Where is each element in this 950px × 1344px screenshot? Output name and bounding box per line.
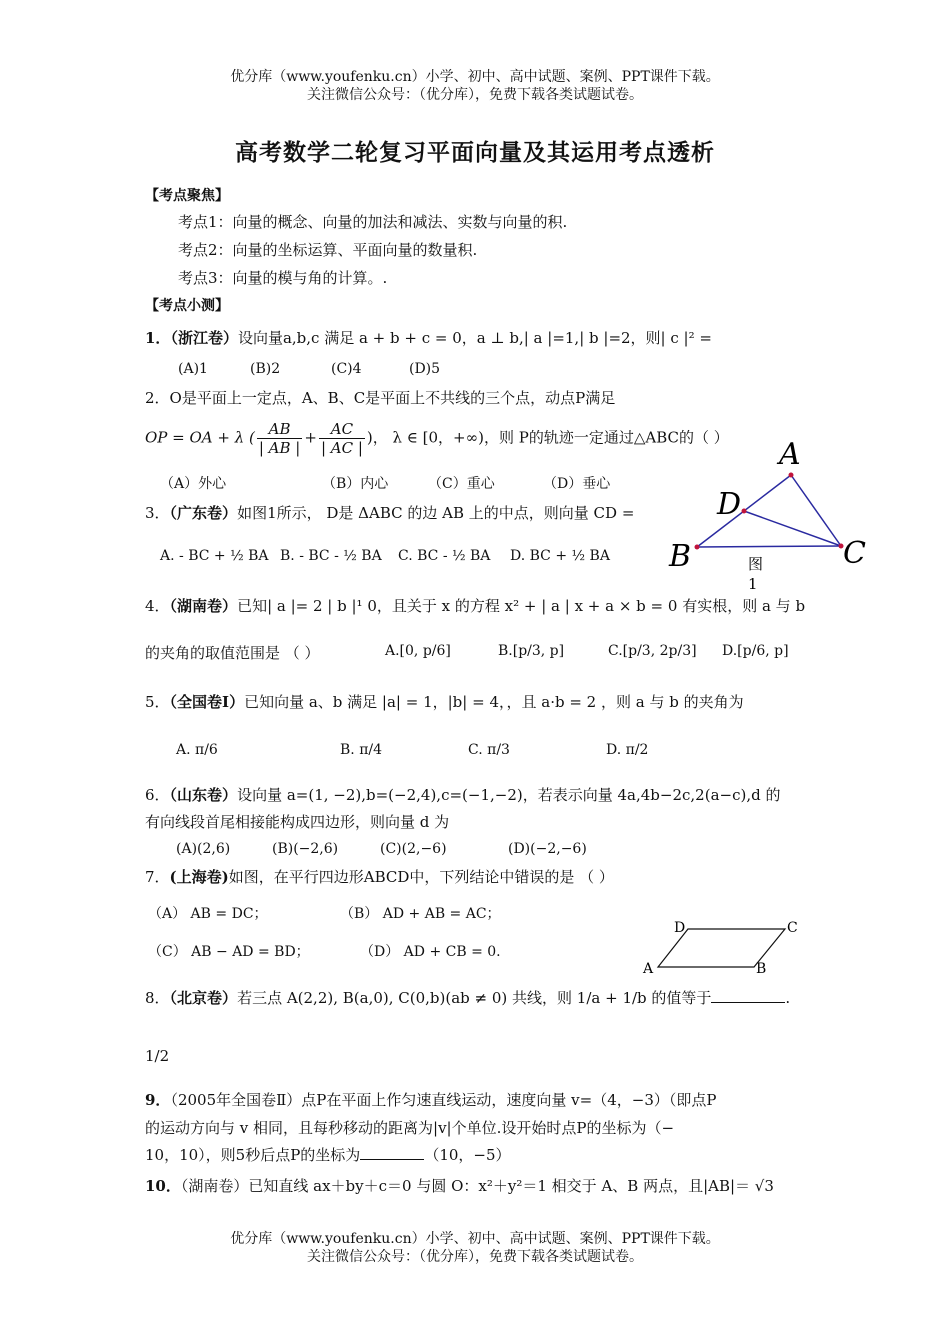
question-7 [145, 867, 614, 887]
q4-option-c: C.[p/3, 2p/3] [608, 643, 697, 659]
q3-text: 如图1所示， D是 ΔABC 的边 AB 上的中点，则向量 CD = [237, 504, 635, 522]
q6-text: 设向量 a=(1, −2),b=(−2,4),c=(−1,−2)，若表示向量 4a,4b−2c,2(a−c),d 的 [237, 786, 781, 804]
question-1 [145, 328, 712, 348]
q9-answer-blank [360, 1159, 424, 1160]
q8-number: 8． [145, 989, 170, 1007]
point-1: 考点1：向量的概念、向量的加法和减法、实数与向量的积. [178, 213, 568, 231]
q2-frac2-den: | AC | [320, 439, 363, 457]
section-focus: 【考点聚焦】 [145, 188, 229, 204]
q8-text: 若三点 A(2,2), B(a,0), C(0,b)(ab ≠ 0) 共线，则 1/a + 1/b 的值等于 [237, 989, 712, 1007]
q2-formula-post: )， λ ∈ [0，+∞)，则 P的轨迹一定通过△ABC的（ ） [366, 428, 729, 447]
q4-option-d: D.[p/6, p] [722, 643, 789, 659]
q1-source: （浙江卷） [170, 329, 238, 347]
q1-text: 设向量a,b,c 满足 a + b + c = 0，a ⊥ b,| a |=1,| b |=2，则| c |² = [237, 329, 712, 347]
q3-option-d: D. BC + ½ BA [510, 548, 610, 564]
point-d [742, 509, 747, 514]
question-6 [145, 785, 780, 805]
q5-number: 5． [145, 693, 170, 711]
q5-option-a: A. π/6 [176, 742, 218, 758]
q2-formula-pre: OP = OA + λ ( [145, 428, 255, 447]
q5-option-c: C. π/3 [468, 742, 510, 758]
q6-option-c: (C)(2,−6) [380, 841, 447, 857]
q7-number: 7． [145, 868, 170, 886]
q5-option-d: D. π/2 [606, 742, 649, 758]
q10-number: 10． [145, 1177, 181, 1195]
q6-source: （山东卷） [169, 786, 238, 804]
q2-formula [145, 420, 729, 457]
q2-option-d: （D）垂心 [543, 476, 611, 492]
q2-frac1-den: | AB | [258, 439, 301, 457]
figure-caption-1: 图 [748, 555, 764, 573]
question-9 [145, 1090, 716, 1110]
footer-line-2: 关注微信公众号：（优分库），免费下载各类试题试卷。 [307, 1249, 643, 1265]
q7-source: (上海卷) [169, 868, 229, 886]
q9-answer: （10，−5） [424, 1146, 511, 1164]
q8-answer: 1/2 [145, 1047, 170, 1065]
segment-cd [744, 511, 841, 546]
q2-option-c: （C）重心 [428, 476, 495, 492]
question-2: 2．O是平面上一定点，A、B、C是平面上不共线的三个点，动点P满足 [145, 389, 616, 407]
q2-option-b: （B）内心 [322, 476, 389, 492]
q1-option-d: (D)5 [409, 361, 441, 377]
q3-option-c: C. BC - ½ BA [398, 548, 491, 564]
q7-option-b: （B） AD + AB = AC； [340, 906, 501, 922]
page-title: 高考数学二轮复习平面向量及其运用考点透析 [235, 140, 715, 166]
q6-option-d: (D)(−2,−6) [508, 841, 587, 857]
q9-line-3 [145, 1145, 511, 1165]
q5-source: （全国卷Ⅰ） [169, 693, 245, 711]
q9-line-3-text: 10，10），则5秒后点P的坐标为 [145, 1146, 361, 1164]
label-d: D [674, 920, 686, 936]
q7-text: 如图，在平行四边形ABCD中，下列结论中错误的是 （ ） [228, 868, 614, 886]
q2-option-a: （A）外心 [160, 476, 227, 492]
q2-fraction-ab [257, 420, 303, 457]
side-bc [697, 546, 841, 547]
q2-frac1-num: AB [257, 420, 303, 439]
q6-option-b: (B)(−2,6) [272, 841, 339, 857]
q9-line-1: （2005年全国卷Ⅱ）点P在平面上作匀速直线运动，速度向量 v=（4，−3）（即点P [170, 1091, 717, 1109]
footer-line-1: 优分库（www.youfenku.cn）小学、初中、高中试题、案例、PPT课件下载。 [230, 1231, 720, 1247]
question-5 [145, 692, 744, 712]
point-2: 考点2：向量的坐标运算、平面向量的数量积. [178, 241, 478, 259]
question-4 [145, 596, 805, 616]
q3-option-a: A. - BC + ½ BA [160, 548, 269, 564]
q1-option-b: (B)2 [250, 361, 281, 377]
q1-option-a: (A)1 [178, 361, 208, 377]
q5-text: 已知向量 a、b 满足 |a| = 1，|b| = 4，，且 a·b = 2 ，则 a 与 b 的夹角为 [244, 693, 744, 711]
header-line-2: 关注微信公众号：（优分库），免费下载各类试题试卷。 [307, 87, 643, 103]
q9-line-2: 的运动方向与 v 相同，且每秒移动的距离为|v|个单位.设开始时点P的坐标为（− [145, 1119, 675, 1137]
q6-number: 6． [145, 786, 170, 804]
q4-text: 已知| a |= 2 | b |¹ 0，且关于 x 的方程 x² + | a | x + a × b = 0 有实根，则 a 与 b [237, 597, 806, 615]
point-b [695, 545, 700, 550]
label-a: A [779, 438, 801, 472]
label-b: B [756, 961, 767, 977]
q6-line-2: 有向线段首尾相接能构成四边形，则向量 d 为 [145, 813, 450, 831]
label-c: C [787, 920, 798, 936]
q1-number: 1． [145, 329, 171, 347]
label-b: B [669, 539, 692, 574]
figure-caption-2: 1 [748, 575, 758, 593]
parallelogram-figure [640, 915, 810, 980]
q9-number: 9． [145, 1091, 171, 1109]
q7-option-d: （D） AD + CB = 0. [360, 944, 501, 960]
q7-option-c: （C） AB − AD = BD； [148, 944, 310, 960]
q3-number: 3． [145, 504, 170, 522]
label-c: C [843, 536, 866, 571]
label-a: A [643, 961, 654, 977]
q1-option-c: (C)4 [331, 361, 362, 377]
q8-answer-blank [711, 1002, 785, 1003]
question-3 [145, 503, 634, 523]
q4-option-a: A.[0, p/6] [385, 643, 451, 659]
q4-option-b: B.[p/3, p] [498, 643, 565, 659]
q7-option-a: （A） AB = DC； [148, 906, 268, 922]
q3-option-b: B. - BC - ½ BA [280, 548, 382, 564]
q8-end: . [785, 989, 791, 1007]
q2-plus: + [304, 428, 317, 447]
q2-fraction-ac [319, 420, 365, 457]
q10-text: （湖南卷）已知直线 ax＋by＋c＝0 与圆 O：x²＋y²＝1 相交于 A、B 两点，且|AB|＝ √3 [180, 1177, 774, 1195]
q6-option-a: (A)(2,6) [176, 841, 231, 857]
q2-frac2-num: AC [319, 420, 365, 439]
point-a [789, 473, 794, 478]
q4-number: 4． [145, 597, 170, 615]
triangle-figure [665, 438, 880, 598]
question-10 [145, 1176, 774, 1196]
q3-source: （广东卷） [169, 504, 238, 522]
header-line-1: 优分库（www.youfenku.cn）小学、初中、高中试题、案例、PPT课件下载。 [230, 69, 720, 85]
q4-source: （湖南卷） [169, 597, 238, 615]
q4-line-2: 的夹角的取值范围是 （ ） [145, 644, 320, 662]
q8-source: （北京卷） [169, 989, 238, 1007]
side-ac [791, 475, 841, 546]
section-test: 【考点小测】 [145, 298, 229, 314]
q5-option-b: B. π/4 [340, 742, 383, 758]
question-8 [145, 988, 790, 1008]
label-d: D [717, 487, 742, 522]
point-3: 考点3：向量的模与角的计算。. [178, 269, 388, 287]
